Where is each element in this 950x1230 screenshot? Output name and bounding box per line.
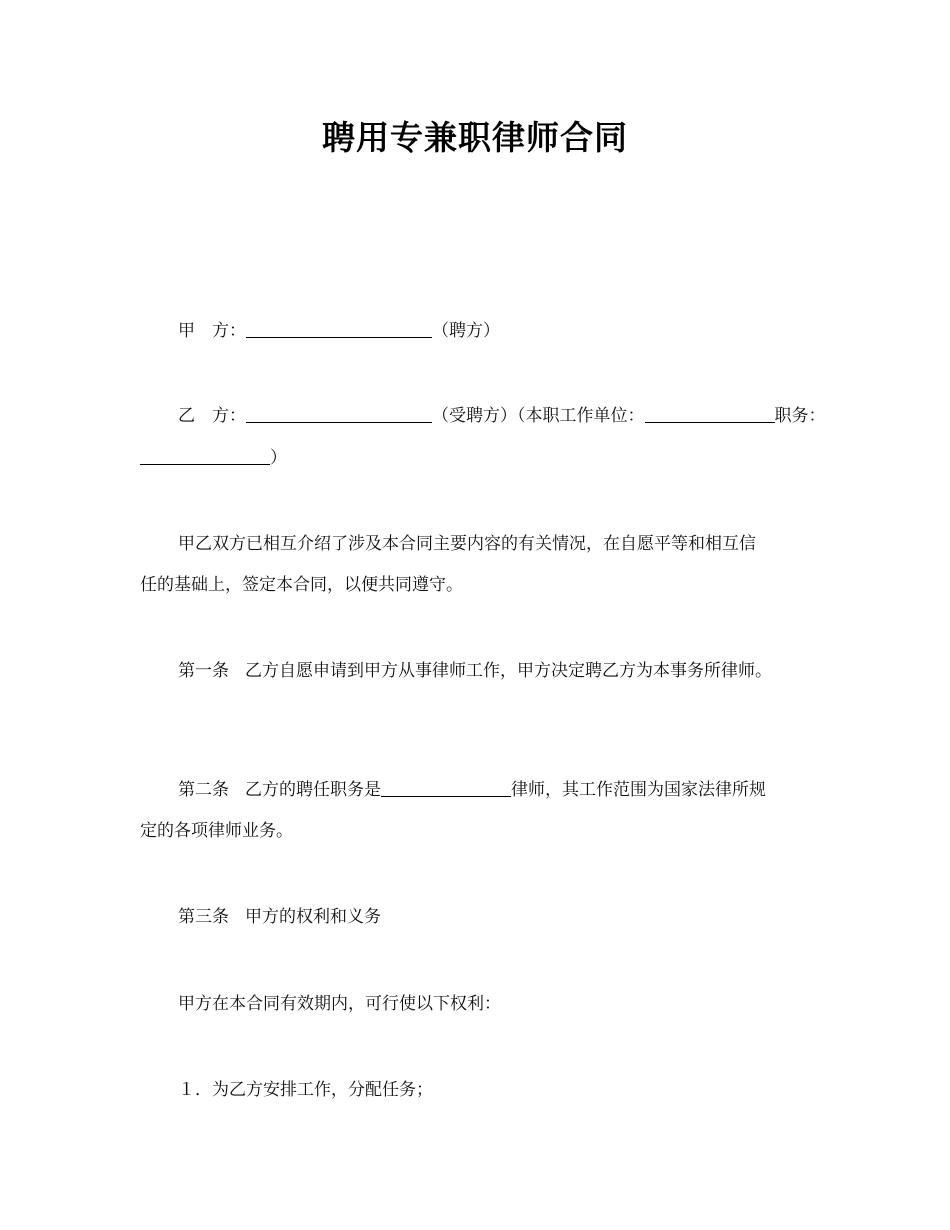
article-3 <box>178 905 381 929</box>
party-b-name-blank[interactable] <box>246 406 432 423</box>
article-1-text: 乙方自愿申请到甲方从事律师工作，甲方决定聘乙方为本事务所律师。 <box>245 661 772 681</box>
article-2-text-before: 乙方的聘任职务是 <box>245 780 381 800</box>
document-title: 聘用专兼职律师合同 <box>322 118 628 157</box>
party-a-suffix: （聘方） <box>432 321 500 341</box>
preamble-line-1: 甲乙双方已相互介绍了涉及本合同主要内容的有关情况，在自愿平等和相互信 <box>178 534 756 554</box>
party-b-suffix: （受聘方）（本职工作单位： <box>432 406 645 426</box>
party-b-position-label: 职务： <box>774 406 826 426</box>
article-2-line-2: 定的各项律师业务。 <box>140 821 293 841</box>
party-b-line-2 <box>140 446 287 470</box>
article-2-text-after: 律师，其工作范围为国家法律所规 <box>511 780 766 800</box>
party-b-label: 乙 方： <box>178 406 246 426</box>
party-a-label: 甲 方： <box>178 321 246 341</box>
article-3-text: 甲方的权利和义务 <box>245 907 381 927</box>
preamble-line-2: 任的基础上，签定本合同，以便共同遵守。 <box>140 575 463 595</box>
article-2 <box>178 778 766 802</box>
article-3-heading: 第三条 <box>178 907 229 927</box>
party-a-line <box>178 319 500 343</box>
article-1-heading: 第一条 <box>178 661 229 681</box>
article-2-position-blank[interactable] <box>381 780 511 797</box>
article-2-heading: 第二条 <box>178 780 229 800</box>
article-1 <box>178 659 772 683</box>
party-b-position-blank[interactable] <box>140 448 270 465</box>
party-b-close: ） <box>270 448 287 468</box>
party-b-unit-blank[interactable] <box>645 406 775 423</box>
party-a-blank[interactable] <box>246 321 432 338</box>
party-b-line <box>178 404 826 428</box>
list-item-1: １．为乙方安排工作，分配任务； <box>178 1080 433 1100</box>
rights-intro: 甲方在本合同有效期内，可行使以下权利： <box>178 994 501 1014</box>
